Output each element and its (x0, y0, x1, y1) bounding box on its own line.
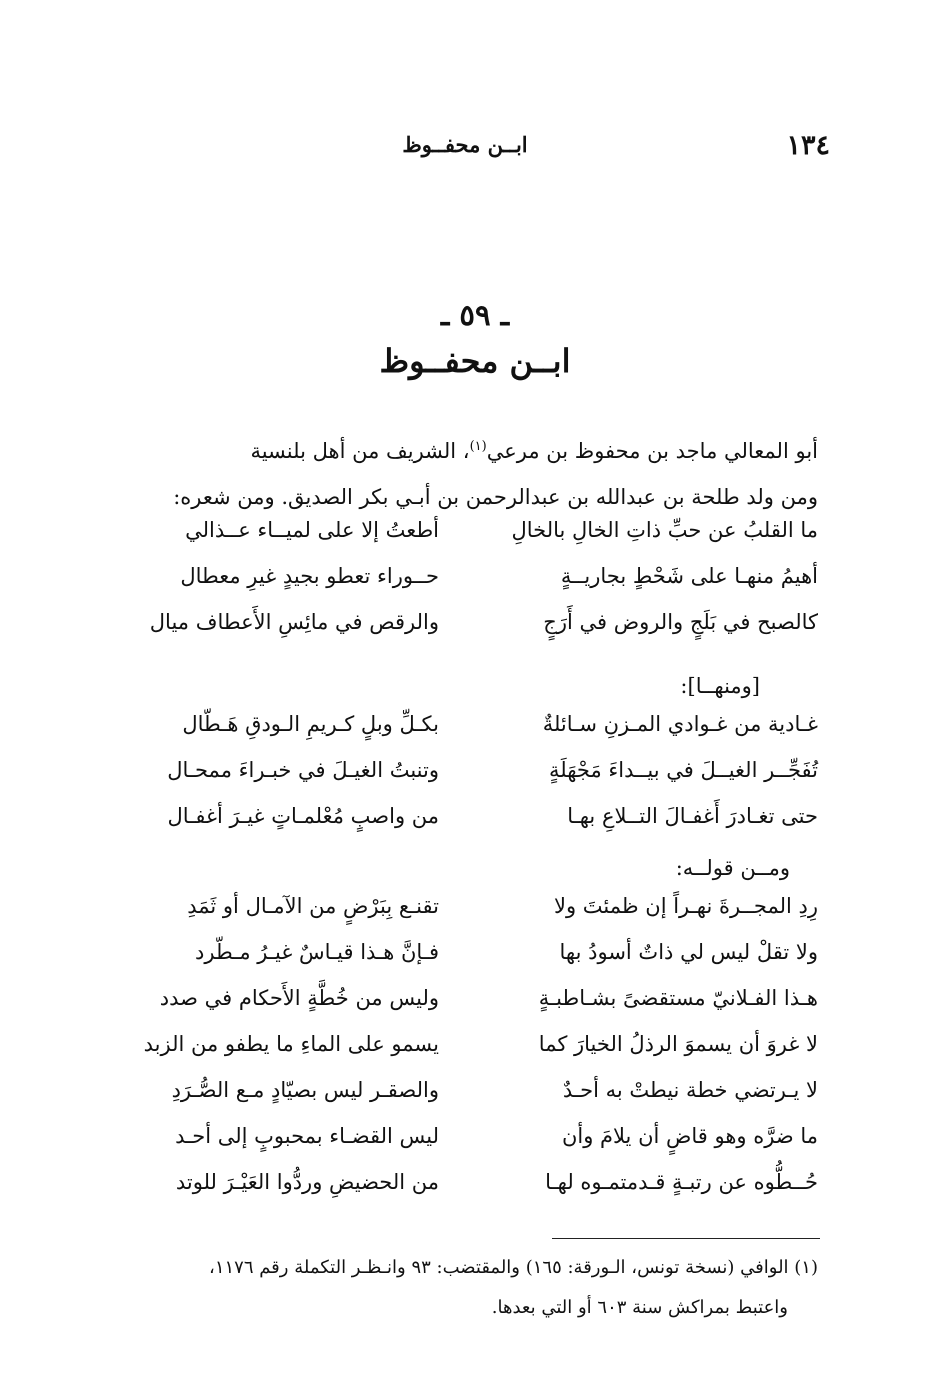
second-hemistich: وليس من خُطَّةٍ الأَحكام في صدد (159, 986, 439, 1010)
first-hemistich: هـذا الفـلانيّ مستقضىً بشـاطبـةٍ (538, 986, 818, 1010)
running-title: ابــن محفــوظ (402, 132, 528, 157)
section-marker: [ومنهــا]: (680, 674, 760, 698)
second-hemistich: يسمو على الماءِ ما يطفو من الزبد (143, 1032, 439, 1056)
verse (114, 564, 818, 610)
first-hemistich: أهيمُ منهـا على شَحْطٍ بجاريــةٍ (560, 564, 818, 588)
second-hemistich: بكـلِّ وبلٍ كـريمِ الـودقِ هَـطّال (182, 712, 439, 736)
intro-line-1 (128, 424, 818, 474)
first-hemistich: تُفَجِّــر الغيــلَ في بيــداءَ مَجْهَلَةٍ (549, 758, 818, 782)
second-hemistich: والرقص في مائِسِ الأَعطاف ميال (149, 610, 439, 634)
verse (114, 940, 818, 986)
section-marker: ومــن قولــه: (675, 856, 790, 880)
verse (114, 1170, 818, 1216)
verse (114, 610, 818, 656)
footnote (110, 1248, 818, 1328)
first-hemistich: ما ضرَّه وهو قاضٍ أن يلامَ وأن (561, 1124, 818, 1148)
first-hemistich: حُــطُّوه عن رتبـةٍ قـدمتمـوه لهـا (545, 1170, 818, 1194)
second-hemistich: أطعتُ إلا على لميــاء عــذالي (185, 518, 439, 542)
first-hemistich: كالصبح في بَلَجٍ والروض في أَرَجٍ (543, 610, 818, 634)
verse (114, 712, 818, 758)
first-hemistich: رِدِ المجــرةَ نهـراً إن ظمئتَ ولا (554, 894, 818, 918)
first-hemistich: ولا تقلْ ليس لي ذاتٌ أسودُ بها (559, 940, 818, 964)
intro-line-2: ومن ولد طلحة بن عبدالله بن عبدالرحمن بن أبـي بكر الصديق. ومن شعره: (173, 485, 818, 509)
running-header (110, 128, 840, 168)
poem-3 (114, 894, 818, 1216)
poem-1 (114, 518, 818, 656)
first-hemistich: غـادية من غـوادي المـزنِ سـائلةٌ (542, 712, 818, 736)
entry-number: ـ ٥٩ ـ (440, 298, 510, 332)
intro-text-b: ، الشريف من أهل بلنسية (250, 439, 470, 463)
poem-2 (114, 712, 818, 850)
first-hemistich: لا يـرتضي خطة نيطتْ به أحـدٌ (562, 1078, 818, 1102)
footnote-reference[interactable]: (١) (469, 439, 487, 454)
second-hemistich: حــوراء تعطو بجيدٍ غيرِ معطال (180, 564, 439, 588)
footnote-line-1: (١) الوافي (نسخة تونس، الـورقة: ١٦٥) والمقتضب: ٩٣ وانـظـر التكملة رقم ١١٧٦، (209, 1257, 818, 1278)
second-hemistich: والصقـر ليس بصيّادٍ مـع الصُّـرَدِ (171, 1078, 439, 1102)
second-hemistich: فـإنَّ هـذا قيـاسٌ غيـرُ مـطّرد (195, 940, 439, 964)
second-hemistich: وتنبتُ الغيـلَ في خبـراءَ ممحـال (167, 758, 439, 782)
verse (114, 758, 818, 804)
first-hemistich: لا غروَ أن يسموَ الرذلُ الخيارَ كما (538, 1032, 818, 1056)
verse (114, 1124, 818, 1170)
footnote-line-2: واعتبط بمراكش سنة ٦٠٣ أو التي بعدها. (491, 1297, 788, 1318)
page-number: ١٣٤ (786, 130, 830, 161)
first-hemistich: حتى تغـادرَ أَغفـالَ التــلاعِ بهـا (567, 804, 818, 828)
intro-paragraph (128, 424, 818, 520)
first-hemistich: ما القلبُ عن حبِّ ذاتِ الخالِ بالخالِ (511, 518, 818, 542)
verse (114, 986, 818, 1032)
second-hemistich: من واصبٍ مُعْلمـاتٍ غيـرَ أغفـال (167, 804, 439, 828)
second-hemistich: ليس القضـاء بمحبوبٍ إلى أحـد (175, 1124, 439, 1148)
second-hemistich: من الحضيضِ وردُّوا العَيْـرَ للوتد (175, 1170, 439, 1194)
second-hemistich: تقنـع بِبَرْضٍ من الآمـال أو ثَمَدِ (187, 894, 439, 918)
verse (114, 804, 818, 850)
verse (114, 1078, 818, 1124)
footnote-divider (552, 1238, 820, 1239)
intro-text-a: أبو المعالي ماجد بن محفوظ بن مرعي (486, 439, 818, 463)
verse (114, 1032, 818, 1078)
verse (114, 894, 818, 940)
verse (114, 518, 818, 564)
entry-title: ابــن محفــوظ (379, 342, 571, 380)
